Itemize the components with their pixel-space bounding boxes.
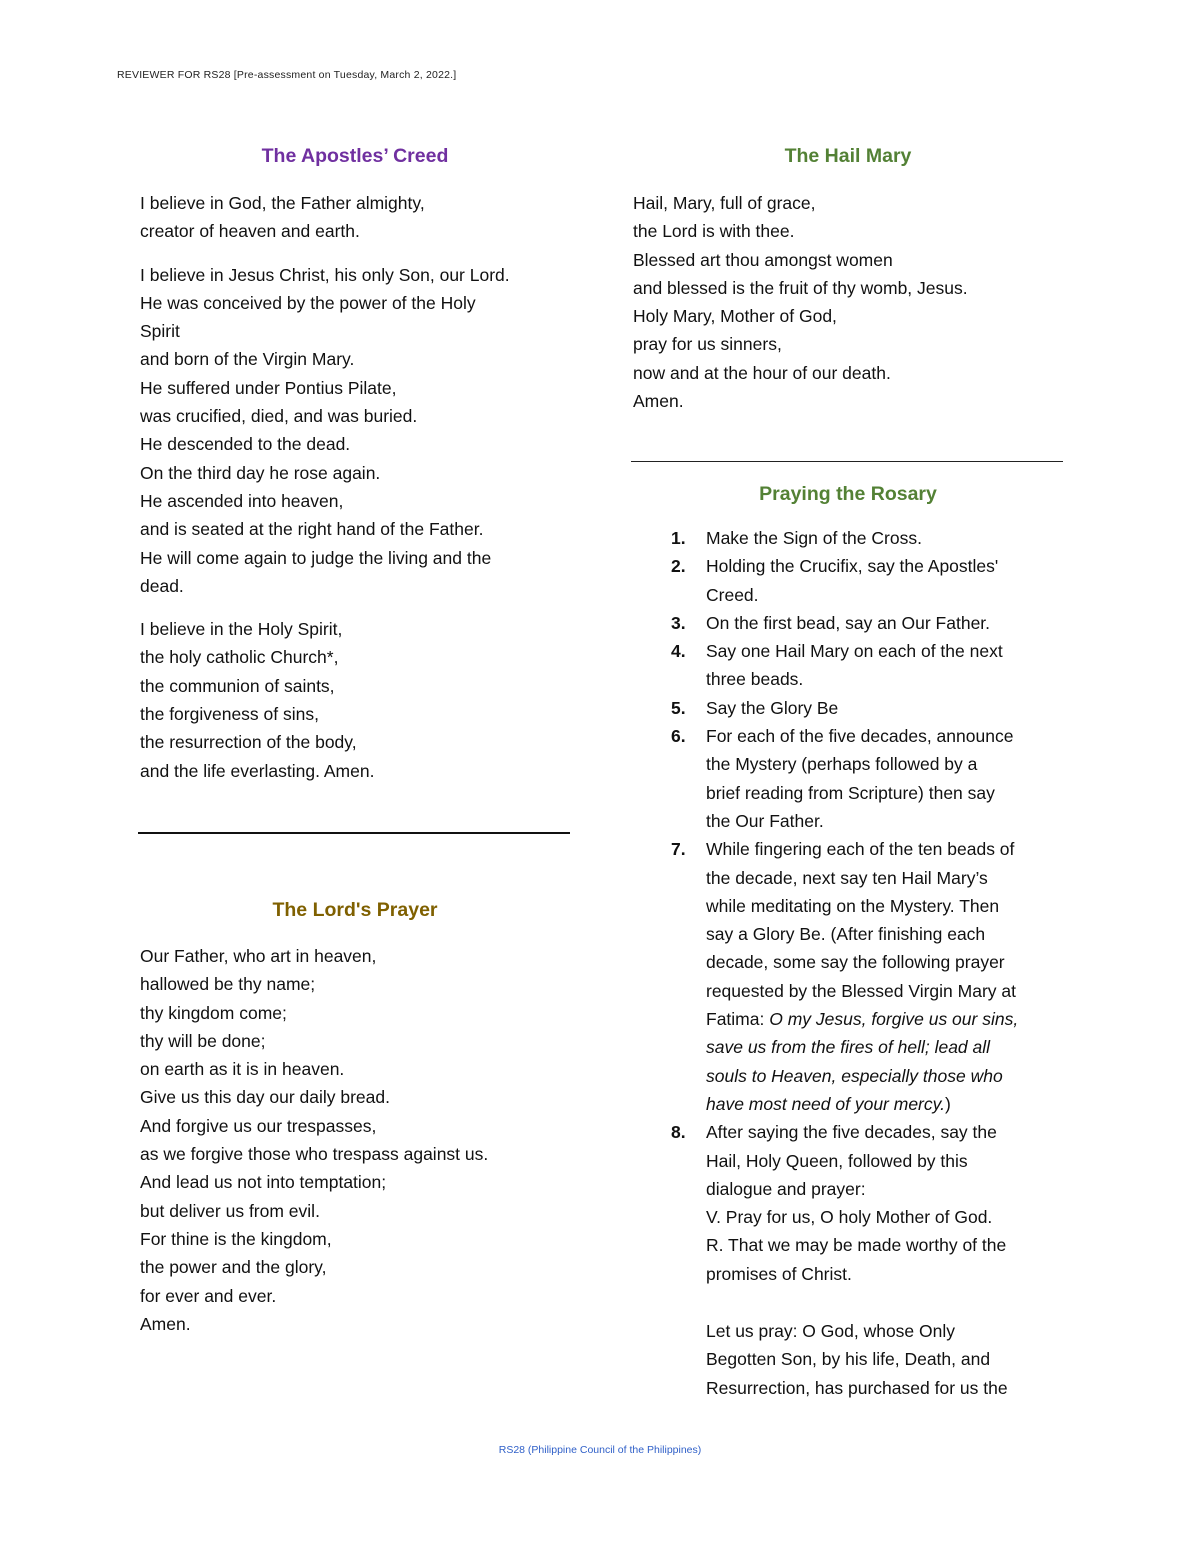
text-line: He descended to the dead. (140, 434, 351, 455)
text-line: Amen. (140, 1313, 191, 1334)
rosary-step (633, 609, 1063, 637)
step-text-line: While fingering each of the ten beads of (706, 839, 1015, 860)
page-footer: RS28 (Philippine Council of the Philippines) (498, 1444, 702, 1456)
text-line: Give us this day our daily bread. (140, 1087, 390, 1108)
step-text-line: Creed. (706, 584, 759, 605)
apostles-creed-title: The Apostles’ Creed (261, 145, 449, 167)
step-number: 5. (671, 697, 686, 718)
text-line: thy will be done; (140, 1030, 266, 1051)
text-line: I believe in God, the Father almighty, (140, 193, 425, 213)
text-line: the holy catholic Church*, (140, 647, 339, 668)
step-number: 2. (671, 556, 686, 577)
step-text-line: V. Pray for us, O holy Mother of God. (706, 1207, 993, 1228)
step-text-line: Holding the Crucifix, say the Apostles' (706, 556, 999, 577)
step-text-line: the decade, next say ten Hail Mary’s (706, 867, 988, 888)
text-line: I believe in Jesus Christ, his only Son, our Lord. (140, 264, 510, 285)
step-text-line: For each of the five decades, announce (706, 726, 1014, 747)
fatima-prayer-line: save us from the fires of hell; lead all (706, 1037, 991, 1058)
rosary-closing-prayer (633, 1317, 1063, 1402)
text-line: and blessed is the fruit of thy womb, Jesus. (633, 277, 968, 298)
text-line: On the third day he rose again. (140, 462, 381, 483)
fatima-prefix: Fatima: (706, 1009, 770, 1030)
lords-prayer-text (140, 942, 570, 1338)
text-line: thy kingdom come; (140, 1002, 287, 1023)
text-line: Holy Mary, Mother of God, (633, 306, 837, 327)
step-text-line: After saying the five decades, say the (706, 1122, 997, 1143)
text-line: Amen. (633, 391, 684, 412)
rosary-step (633, 524, 1063, 552)
text-line: Spirit (140, 321, 180, 342)
text-line: the resurrection of the body, (140, 732, 357, 753)
text-line: as we forgive those who trespass against us. (140, 1144, 489, 1165)
lords-prayer-title: The Lord's Prayer (272, 899, 438, 921)
text-line: on earth as it is in heaven. (140, 1059, 345, 1080)
text-line: for ever and ever. (140, 1285, 277, 1306)
section-divider-left (138, 832, 570, 834)
text-line: and is seated at the right hand of the Father. (140, 519, 484, 540)
step-text-line: dialogue and prayer: (706, 1178, 866, 1199)
section-divider-right (631, 461, 1063, 462)
text-line: creator of heaven and earth. (140, 221, 360, 242)
text-line: Resurrection, has purchased for us the (706, 1377, 1008, 1398)
apostles-creed-stanza-1 (140, 189, 570, 246)
step-number: 1. (671, 528, 686, 548)
rosary-title: Praying the Rosary (759, 483, 937, 505)
rosary-section (633, 481, 1063, 1402)
step-number: 4. (671, 641, 686, 662)
step-text-line: requested by the Blessed Virgin Mary at (706, 980, 1016, 1001)
text-line: For thine is the kingdom, (140, 1228, 332, 1249)
step-text-line: promises of Christ. (706, 1263, 852, 1284)
text-line: and born of the Virgin Mary. (140, 349, 355, 370)
text-line: He ascended into heaven, (140, 490, 344, 511)
step-text-line: say a Glory Be. (After finishing each (706, 924, 986, 945)
fatima-prayer-line: souls to Heaven, especially those who (706, 1065, 1003, 1086)
fatima-prayer-line: have most need of your mercy. (706, 1093, 945, 1114)
rosary-step (633, 552, 1063, 609)
rosary-step (633, 835, 1063, 1118)
text-line: And forgive us our trespasses, (140, 1115, 377, 1136)
text-line: was crucified, died, and was buried. (140, 406, 418, 427)
rosary-step (633, 694, 1063, 722)
rosary-step (633, 637, 1063, 694)
step-text-line: the Our Father. (706, 810, 824, 831)
step-number: 3. (671, 612, 686, 633)
rosary-step (633, 722, 1063, 835)
apostles-creed-stanza-2 (140, 261, 570, 601)
text-line: I believe in the Holy Spirit, (140, 619, 343, 640)
step-number: 7. (671, 839, 686, 860)
text-line: He will come again to judge the living and the (140, 547, 492, 568)
text-line: the forgiveness of sins, (140, 704, 319, 725)
step-text-line: while meditating on the Mystery. Then (706, 895, 1000, 916)
text-line: Let us pray: O God, whose Only (706, 1321, 956, 1342)
step-number: 8. (671, 1122, 686, 1143)
apostles-creed-stanza-3 (140, 615, 570, 785)
text-line: hallowed be thy name; (140, 974, 316, 995)
hail-mary-title: The Hail Mary (784, 145, 912, 167)
text-line: and the life everlasting. Amen. (140, 760, 375, 781)
text-line: Our Father, who art in heaven, (140, 946, 377, 966)
text-line: Begotten Son, by his life, Death, and (706, 1349, 991, 1370)
fatima-line-end (706, 1090, 1063, 1118)
hail-mary-text (633, 189, 1063, 415)
step-text-line: Hail, Holy Queen, followed by this (706, 1150, 968, 1171)
step-text-line: Make the Sign of the Cross. (706, 528, 922, 548)
rosary-steps-list (633, 524, 1063, 1288)
fatima-close: ) (944, 1093, 951, 1114)
lords-prayer-section (140, 897, 570, 1338)
step-number: 6. (671, 726, 686, 747)
step-text-line: On the first bead, say an Our Father. (706, 612, 991, 633)
step-text-line: R. That we may be made worthy of the (706, 1235, 1007, 1256)
text-line: dead. (140, 575, 184, 596)
text-line: the power and the glory, (140, 1257, 327, 1278)
step-text-line: brief reading from Scripture) then say (706, 782, 995, 803)
text-line: the Lord is with thee. (633, 221, 795, 242)
text-line: the communion of saints, (140, 675, 335, 696)
hail-mary-section (633, 143, 1063, 415)
text-line: And lead us not into temptation; (140, 1172, 387, 1193)
text-line: now and at the hour of our death. (633, 362, 891, 383)
step-text-line: decade, some say the following prayer (706, 952, 1005, 973)
rosary-step (633, 1118, 1063, 1288)
step-text-line: three beads. (706, 669, 804, 690)
text-line: pray for us sinners, (633, 334, 782, 355)
page-header: REVIEWER FOR RS28 [Pre-assessment on Tuesday, March 2, 2022.] (117, 69, 457, 81)
step-text-line: the Mystery (perhaps followed by a (706, 754, 978, 775)
text-line: Hail, Mary, full of grace, (633, 193, 816, 213)
step-text-line: Say the Glory Be (706, 697, 839, 718)
fatima-line (706, 1005, 1063, 1033)
text-line: but deliver us from evil. (140, 1200, 320, 1221)
text-line: Blessed art thou amongst women (633, 249, 893, 270)
text-line: He was conceived by the power of the Holy (140, 292, 476, 313)
fatima-prayer-line: O my Jesus, forgive us our sins, (769, 1009, 1019, 1030)
step-text-line: Say one Hail Mary on each of the next (706, 641, 1003, 662)
apostles-creed-section (140, 143, 570, 785)
text-line: He suffered under Pontius Pilate, (140, 377, 397, 398)
